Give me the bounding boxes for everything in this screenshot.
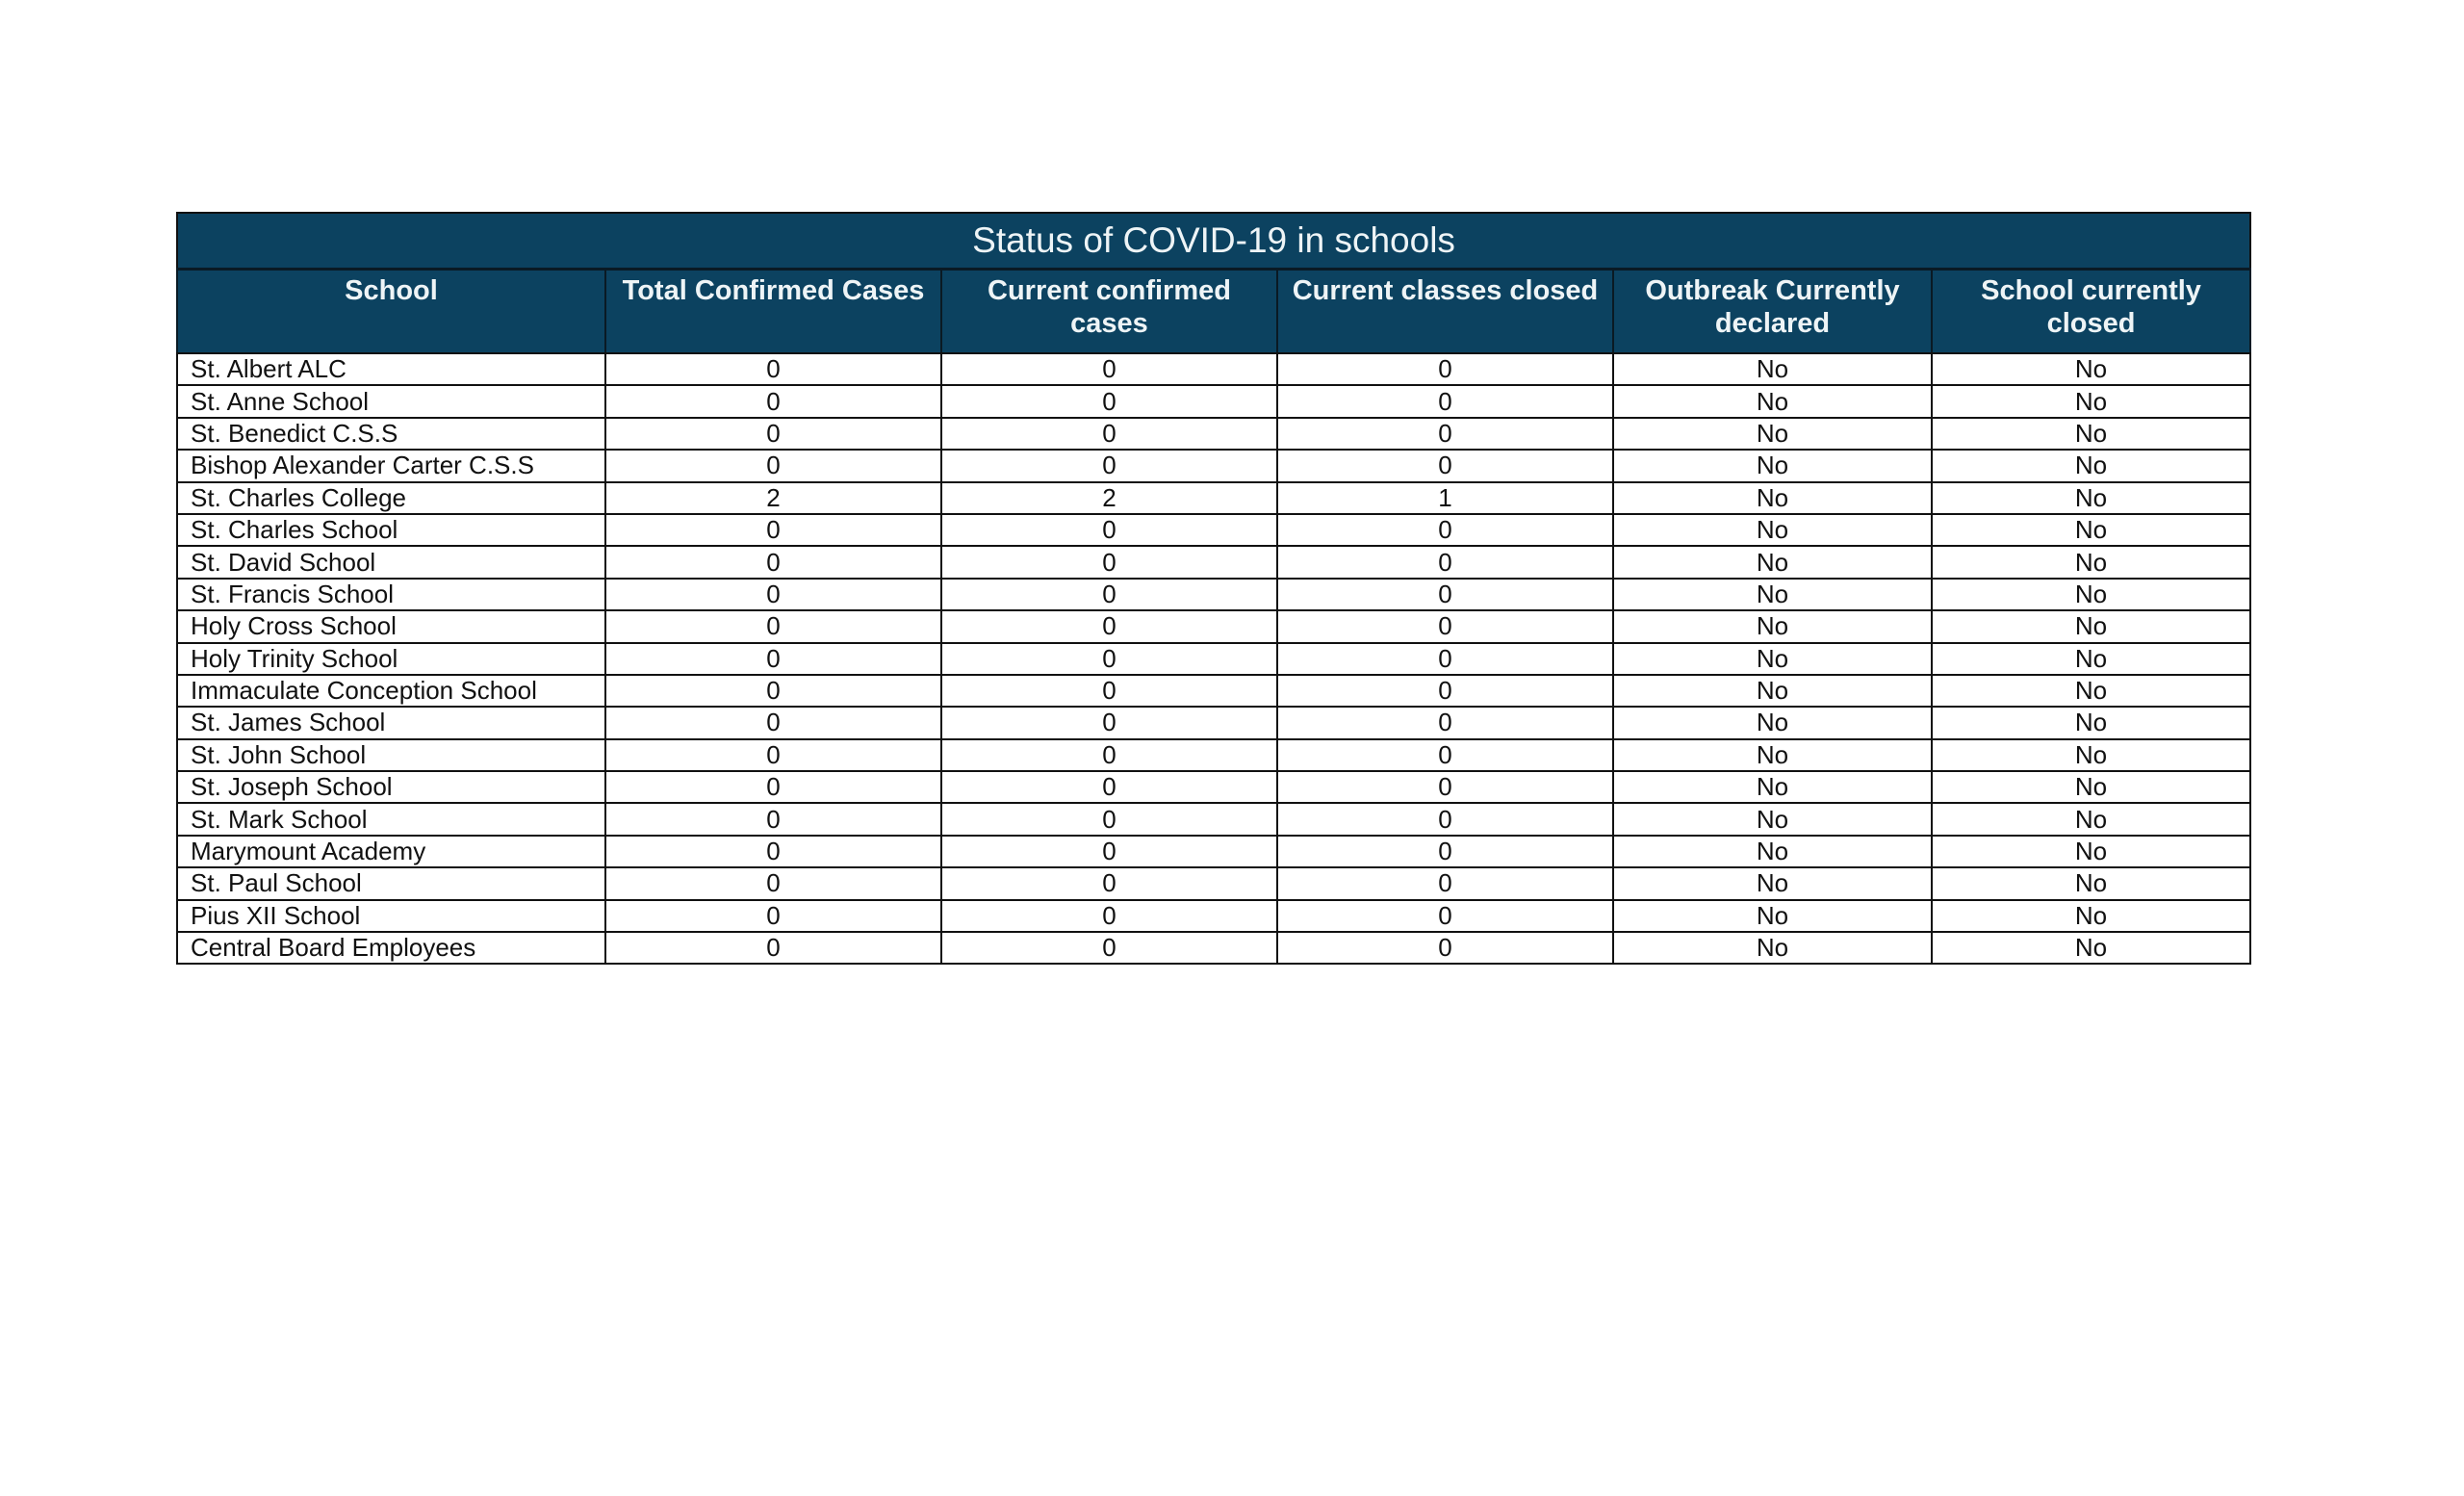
school-name-cell: St. James School: [177, 707, 605, 738]
table-row: [177, 546, 2250, 578]
current-confirmed-cell: 0: [941, 675, 1277, 707]
total-confirmed-cell: 0: [605, 385, 941, 417]
outbreak-declared-cell: No: [1613, 643, 1932, 675]
school-closed-cell: No: [1932, 579, 2250, 610]
classes-closed-cell: 0: [1277, 900, 1613, 932]
classes-closed-cell: 0: [1277, 579, 1613, 610]
table-row: [177, 675, 2250, 707]
school-closed-cell: No: [1932, 643, 2250, 675]
classes-closed-cell: 0: [1277, 385, 1613, 417]
classes-closed-cell: 0: [1277, 771, 1613, 803]
school-name-cell: St. Francis School: [177, 579, 605, 610]
school-name-cell: Pius XII School: [177, 900, 605, 932]
total-confirmed-cell: 0: [605, 867, 941, 899]
school-closed-cell: No: [1932, 739, 2250, 771]
outbreak-declared-cell: No: [1613, 900, 1932, 932]
school-closed-cell: No: [1932, 932, 2250, 964]
table-row: [177, 579, 2250, 610]
table-row: [177, 867, 2250, 899]
column-header-outbreak-declared: Outbreak Currently declared: [1613, 270, 1932, 354]
school-name-cell: St. Mark School: [177, 803, 605, 835]
table-row: [177, 353, 2250, 385]
covid-status-table: [176, 212, 2251, 965]
outbreak-declared-cell: No: [1613, 836, 1932, 867]
outbreak-declared-cell: No: [1613, 514, 1932, 546]
total-confirmed-cell: 0: [605, 771, 941, 803]
outbreak-declared-cell: No: [1613, 418, 1932, 450]
table-row: [177, 771, 2250, 803]
school-name-cell: St. Joseph School: [177, 771, 605, 803]
table-row: [177, 932, 2250, 964]
current-confirmed-cell: 0: [941, 610, 1277, 642]
table-row: [177, 610, 2250, 642]
current-confirmed-cell: 0: [941, 514, 1277, 546]
school-closed-cell: No: [1932, 836, 2250, 867]
school-closed-cell: No: [1932, 514, 2250, 546]
table-row: [177, 707, 2250, 738]
school-name-cell: St. Albert ALC: [177, 353, 605, 385]
current-confirmed-cell: 0: [941, 385, 1277, 417]
school-closed-cell: No: [1932, 450, 2250, 481]
outbreak-declared-cell: No: [1613, 932, 1932, 964]
classes-closed-cell: 0: [1277, 867, 1613, 899]
column-header-school: School: [177, 270, 605, 354]
outbreak-declared-cell: No: [1613, 385, 1932, 417]
current-confirmed-cell: 0: [941, 836, 1277, 867]
school-closed-cell: No: [1932, 353, 2250, 385]
classes-closed-cell: 0: [1277, 707, 1613, 738]
table-row: [177, 385, 2250, 417]
classes-closed-cell: 0: [1277, 546, 1613, 578]
school-closed-cell: No: [1932, 385, 2250, 417]
current-confirmed-cell: 0: [941, 900, 1277, 932]
school-name-cell: St. Anne School: [177, 385, 605, 417]
school-closed-cell: No: [1932, 771, 2250, 803]
table-row: [177, 418, 2250, 450]
school-name-cell: Holy Cross School: [177, 610, 605, 642]
school-name-cell: St. Benedict C.S.S: [177, 418, 605, 450]
classes-closed-cell: 0: [1277, 932, 1613, 964]
total-confirmed-cell: 0: [605, 739, 941, 771]
outbreak-declared-cell: No: [1613, 803, 1932, 835]
current-confirmed-cell: 2: [941, 482, 1277, 514]
current-confirmed-cell: 0: [941, 579, 1277, 610]
column-header-current-confirmed: Current confirmed cases: [941, 270, 1277, 354]
table-title: Status of COVID-19 in schools: [177, 213, 2250, 270]
current-confirmed-cell: 0: [941, 546, 1277, 578]
school-name-cell: St. John School: [177, 739, 605, 771]
classes-closed-cell: 0: [1277, 803, 1613, 835]
total-confirmed-cell: 0: [605, 643, 941, 675]
school-closed-cell: No: [1932, 418, 2250, 450]
classes-closed-cell: 0: [1277, 610, 1613, 642]
current-confirmed-cell: 0: [941, 707, 1277, 738]
table-header-row: [177, 270, 2250, 354]
total-confirmed-cell: 0: [605, 514, 941, 546]
current-confirmed-cell: 0: [941, 450, 1277, 481]
column-header-classes-closed: Current classes closed: [1277, 270, 1613, 354]
classes-closed-cell: 0: [1277, 353, 1613, 385]
table-title-row: [177, 213, 2250, 270]
column-header-total-confirmed: Total Confirmed Cases: [605, 270, 941, 354]
school-closed-cell: No: [1932, 867, 2250, 899]
school-name-cell: Immaculate Conception School: [177, 675, 605, 707]
classes-closed-cell: 0: [1277, 514, 1613, 546]
school-closed-cell: No: [1932, 546, 2250, 578]
school-name-cell: Holy Trinity School: [177, 643, 605, 675]
classes-closed-cell: 0: [1277, 450, 1613, 481]
total-confirmed-cell: 0: [605, 546, 941, 578]
outbreak-declared-cell: No: [1613, 353, 1932, 385]
table-row: [177, 803, 2250, 835]
total-confirmed-cell: 0: [605, 836, 941, 867]
current-confirmed-cell: 0: [941, 932, 1277, 964]
classes-closed-cell: 0: [1277, 675, 1613, 707]
table-row: [177, 900, 2250, 932]
current-confirmed-cell: 0: [941, 803, 1277, 835]
column-header-school-closed: School currently closed: [1932, 270, 2250, 354]
total-confirmed-cell: 0: [605, 803, 941, 835]
outbreak-declared-cell: No: [1613, 867, 1932, 899]
school-name-cell: St. Charles School: [177, 514, 605, 546]
current-confirmed-cell: 0: [941, 867, 1277, 899]
school-closed-cell: No: [1932, 675, 2250, 707]
current-confirmed-cell: 0: [941, 418, 1277, 450]
total-confirmed-cell: 0: [605, 450, 941, 481]
total-confirmed-cell: 0: [605, 900, 941, 932]
classes-closed-cell: 0: [1277, 418, 1613, 450]
classes-closed-cell: 0: [1277, 739, 1613, 771]
total-confirmed-cell: 2: [605, 482, 941, 514]
total-confirmed-cell: 0: [605, 418, 941, 450]
outbreak-declared-cell: No: [1613, 707, 1932, 738]
total-confirmed-cell: 0: [605, 610, 941, 642]
school-name-cell: St. Paul School: [177, 867, 605, 899]
outbreak-declared-cell: No: [1613, 675, 1932, 707]
classes-closed-cell: 0: [1277, 836, 1613, 867]
table-row: [177, 739, 2250, 771]
table-row: [177, 836, 2250, 867]
outbreak-declared-cell: No: [1613, 482, 1932, 514]
total-confirmed-cell: 0: [605, 579, 941, 610]
total-confirmed-cell: 0: [605, 932, 941, 964]
total-confirmed-cell: 0: [605, 353, 941, 385]
school-closed-cell: No: [1932, 482, 2250, 514]
outbreak-declared-cell: No: [1613, 450, 1932, 481]
total-confirmed-cell: 0: [605, 707, 941, 738]
school-name-cell: St. Charles College: [177, 482, 605, 514]
current-confirmed-cell: 0: [941, 739, 1277, 771]
table-body: [177, 353, 2250, 964]
outbreak-declared-cell: No: [1613, 546, 1932, 578]
table-row: [177, 482, 2250, 514]
school-closed-cell: No: [1932, 610, 2250, 642]
school-closed-cell: No: [1932, 803, 2250, 835]
classes-closed-cell: 0: [1277, 643, 1613, 675]
table-row: [177, 450, 2250, 481]
table-row: [177, 643, 2250, 675]
school-closed-cell: No: [1932, 900, 2250, 932]
school-name-cell: St. David School: [177, 546, 605, 578]
total-confirmed-cell: 0: [605, 675, 941, 707]
table-row: [177, 514, 2250, 546]
school-closed-cell: No: [1932, 707, 2250, 738]
current-confirmed-cell: 0: [941, 353, 1277, 385]
school-name-cell: Bishop Alexander Carter C.S.S: [177, 450, 605, 481]
outbreak-declared-cell: No: [1613, 771, 1932, 803]
outbreak-declared-cell: No: [1613, 610, 1932, 642]
school-name-cell: Central Board Employees: [177, 932, 605, 964]
current-confirmed-cell: 0: [941, 643, 1277, 675]
current-confirmed-cell: 0: [941, 771, 1277, 803]
school-name-cell: Marymount Academy: [177, 836, 605, 867]
classes-closed-cell: 1: [1277, 482, 1613, 514]
outbreak-declared-cell: No: [1613, 739, 1932, 771]
outbreak-declared-cell: No: [1613, 579, 1932, 610]
